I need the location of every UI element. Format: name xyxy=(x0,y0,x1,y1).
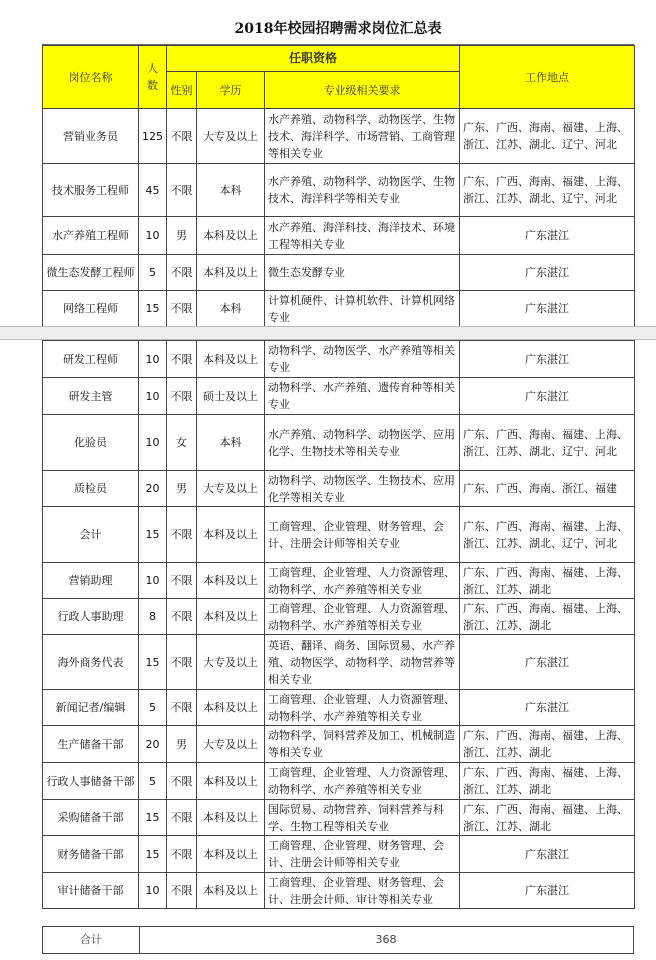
education-cell: 本科及以上 xyxy=(197,599,265,635)
position-cell: 行政人事助理 xyxy=(43,599,139,635)
count-cell: 125 xyxy=(139,109,167,164)
table-row xyxy=(43,217,635,255)
gender-cell: 不限 xyxy=(167,291,197,327)
location-cell: 广东湛江 xyxy=(460,873,635,909)
location-cell: 广东湛江 xyxy=(460,255,635,291)
location-cell: 广东、广西、海南、福建、上海、浙江、江苏、湖北 xyxy=(460,563,635,599)
count-cell: 8 xyxy=(139,599,167,635)
gender-cell: 不限 xyxy=(167,800,197,836)
location-cell: 广东湛江 xyxy=(460,291,635,327)
education-cell: 本科及以上 xyxy=(197,763,265,800)
header-major: 专业级相关要求 xyxy=(265,72,460,109)
recruitment-table-top xyxy=(42,45,635,327)
major-cell: 工商管理、企业管理、人力资源管理、动物科学、水产养殖等相关专业 xyxy=(265,763,460,800)
position-cell: 生产储备干部 xyxy=(43,726,139,763)
position-cell: 研发工程师 xyxy=(43,341,139,378)
header-position: 岗位名称 xyxy=(43,46,139,109)
major-cell: 工商管理、企业管理、人力资源管理、动物科学、水产养殖等相关专业 xyxy=(265,599,460,635)
gender-cell: 男 xyxy=(167,471,197,507)
gender-cell: 不限 xyxy=(167,255,197,291)
header-qualification: 任职资格 xyxy=(167,46,460,72)
major-cell: 动物科学、动物医学、生物技术、应用化学等相关专业 xyxy=(265,471,460,507)
gender-cell: 不限 xyxy=(167,635,197,690)
count-cell: 20 xyxy=(139,471,167,507)
major-cell: 工商管理、企业管理、财务管理、会计、注册会计师、审计等相关专业 xyxy=(265,873,460,909)
table-row xyxy=(43,690,635,726)
table-row xyxy=(43,873,635,909)
location-cell: 广东湛江 xyxy=(460,635,635,690)
table-row xyxy=(43,599,635,635)
education-cell: 本科及以上 xyxy=(197,690,265,726)
gender-cell: 不限 xyxy=(167,378,197,415)
location-cell: 广东湛江 xyxy=(460,341,635,378)
table-row xyxy=(43,726,635,763)
count-cell: 15 xyxy=(139,836,167,873)
table-row xyxy=(43,836,635,873)
location-cell: 广东、广西、海南、福建、上海、浙江、江苏、湖北 xyxy=(460,763,635,800)
major-cell: 工商管理、企业管理、财务管理、会计、注册会计师等相关专业 xyxy=(265,836,460,873)
gender-cell: 女 xyxy=(167,415,197,471)
table-row xyxy=(43,341,635,378)
position-cell: 微生态发酵工程师 xyxy=(43,255,139,291)
major-cell: 微生态发酵专业 xyxy=(265,255,460,291)
education-cell: 本科 xyxy=(197,291,265,327)
table-row xyxy=(43,471,635,507)
count-cell: 5 xyxy=(139,690,167,726)
education-cell: 本科 xyxy=(197,164,265,217)
position-cell: 采购储备干部 xyxy=(43,800,139,836)
education-cell: 本科及以上 xyxy=(197,341,265,378)
total-value: 368 xyxy=(375,933,397,946)
header-location: 工作地点 xyxy=(460,46,635,109)
table-row xyxy=(43,635,635,690)
gender-cell: 不限 xyxy=(167,164,197,217)
education-cell: 大专及以上 xyxy=(197,109,265,164)
education-cell: 本科及以上 xyxy=(197,800,265,836)
count-cell: 10 xyxy=(139,873,167,909)
position-cell: 网络工程师 xyxy=(43,291,139,327)
education-cell: 本科及以上 xyxy=(197,507,265,563)
position-cell: 研发主管 xyxy=(43,378,139,415)
count-cell: 15 xyxy=(139,635,167,690)
position-cell: 质检员 xyxy=(43,471,139,507)
education-cell: 大专及以上 xyxy=(197,726,265,763)
education-cell: 本科及以上 xyxy=(197,563,265,599)
location-cell: 广东湛江 xyxy=(460,217,635,255)
count-cell: 15 xyxy=(139,507,167,563)
header-count: 人数 xyxy=(139,46,167,109)
education-cell: 本科及以上 xyxy=(197,255,265,291)
major-cell: 水产养殖、动物科学、动物医学、生物技术、海洋科学、市场营销、工商管理等相关专业 xyxy=(265,109,460,164)
gender-cell: 不限 xyxy=(167,341,197,378)
count-cell: 15 xyxy=(139,800,167,836)
table-row xyxy=(43,378,635,415)
count-cell: 10 xyxy=(139,341,167,378)
table-row xyxy=(43,763,635,800)
position-cell: 审计储备干部 xyxy=(43,873,139,909)
location-cell: 广东湛江 xyxy=(460,836,635,873)
position-cell: 营销助理 xyxy=(43,563,139,599)
gender-cell: 不限 xyxy=(167,763,197,800)
education-cell: 硕士及以上 xyxy=(197,378,265,415)
gender-cell: 男 xyxy=(167,217,197,255)
count-cell: 10 xyxy=(139,378,167,415)
major-cell: 水产养殖、动物科学、动物医学、应用化学、生物技术等相关专业 xyxy=(265,415,460,471)
major-cell: 工商管理、企业管理、财务管理、会计、注册会计师等相关专业 xyxy=(265,507,460,563)
gender-cell: 不限 xyxy=(167,109,197,164)
education-cell: 本科及以上 xyxy=(197,836,265,873)
count-cell: 15 xyxy=(139,291,167,327)
table-row xyxy=(43,164,635,217)
position-cell: 技术服务工程师 xyxy=(43,164,139,217)
position-cell: 行政人事储备干部 xyxy=(43,763,139,800)
education-cell: 本科 xyxy=(197,415,265,471)
gender-cell: 男 xyxy=(167,726,197,763)
location-cell: 广东湛江 xyxy=(460,378,635,415)
page-title: 2018年校园招聘需求岗位汇总表 xyxy=(234,21,442,37)
location-cell: 广东、广西、海南、福建、上海、浙江、江苏、湖北、辽宁、河北 xyxy=(460,507,635,563)
education-cell: 本科及以上 xyxy=(197,873,265,909)
gender-cell: 不限 xyxy=(167,507,197,563)
education-cell: 本科及以上 xyxy=(197,217,265,255)
location-cell: 广东、广西、海南、福建、上海、浙江、江苏、湖北 xyxy=(460,726,635,763)
position-cell: 新闻记者/编辑 xyxy=(43,690,139,726)
position-cell: 海外商务代表 xyxy=(43,635,139,690)
major-cell: 工商管理、企业管理、人力资源管理、动物科学、水产养殖等相关专业 xyxy=(265,690,460,726)
major-cell: 工商管理、企业管理、人力资源管理、动物科学、水产养殖等相关专业 xyxy=(265,563,460,599)
location-cell: 广东、广西、海南、福建、上海、浙江、江苏、湖北 xyxy=(460,599,635,635)
table-row xyxy=(43,415,635,471)
location-cell: 广东、广西、海南、福建、上海、浙江、江苏、湖北、辽宁、河北 xyxy=(460,415,635,471)
position-cell: 会计 xyxy=(43,507,139,563)
position-cell: 化验员 xyxy=(43,415,139,471)
location-cell: 广东、广西、海南、福建、上海、浙江、江苏、湖北 xyxy=(460,800,635,836)
total-label: 合计 xyxy=(43,927,140,953)
page-break xyxy=(0,326,656,340)
gender-cell: 不限 xyxy=(167,836,197,873)
major-cell: 计算机硬件、计算机软件、计算机网络专业 xyxy=(265,291,460,327)
header-gender: 性别 xyxy=(167,72,197,109)
gender-cell: 不限 xyxy=(167,563,197,599)
major-cell: 国际贸易、动物营养、饲料营养与科学、生物工程等相关专业 xyxy=(265,800,460,836)
position-cell: 财务储备干部 xyxy=(43,836,139,873)
count-cell: 10 xyxy=(139,415,167,471)
education-cell: 大专及以上 xyxy=(197,635,265,690)
location-cell: 广东、广西、海南、浙江、福建 xyxy=(460,471,635,507)
position-cell: 营销业务员 xyxy=(43,109,139,164)
count-cell: 20 xyxy=(139,726,167,763)
table-row xyxy=(43,109,635,164)
table-row xyxy=(43,255,635,291)
major-cell: 水产养殖、动物科学、动物医学、生物技术、海洋科学等相关专业 xyxy=(265,164,460,217)
total-row xyxy=(42,926,634,954)
gender-cell: 不限 xyxy=(167,599,197,635)
count-cell: 45 xyxy=(139,164,167,217)
major-cell: 动物科学、水产养殖、遗传育种等相关专业 xyxy=(265,378,460,415)
major-cell: 动物科学、动物医学、水产养殖等相关专业 xyxy=(265,341,460,378)
count-cell: 10 xyxy=(139,563,167,599)
major-cell: 动物科学、饲料营养及加工、机械制造等相关专业 xyxy=(265,726,460,763)
count-cell: 10 xyxy=(139,217,167,255)
table-row xyxy=(43,507,635,563)
gender-cell: 不限 xyxy=(167,690,197,726)
header-education: 学历 xyxy=(197,72,265,109)
major-cell: 水产养殖、海洋科技、海洋技术、环境工程等相关专业 xyxy=(265,217,460,255)
position-cell: 水产养殖工程师 xyxy=(43,217,139,255)
count-cell: 5 xyxy=(139,255,167,291)
count-cell: 5 xyxy=(139,763,167,800)
location-cell: 广东湛江 xyxy=(460,690,635,726)
gender-cell: 不限 xyxy=(167,873,197,909)
table-row xyxy=(43,291,635,327)
table-row xyxy=(43,800,635,836)
recruitment-table-bottom xyxy=(42,340,635,909)
table-row xyxy=(43,563,635,599)
major-cell: 英语、翻译、商务、国际贸易、水产养殖、动物医学、动物科学、动物营养等相关专业 xyxy=(265,635,460,690)
location-cell: 广东、广西、海南、福建、上海、浙江、江苏、湖北、辽宁、河北 xyxy=(460,164,635,217)
location-cell: 广东、广西、海南、福建、上海、浙江、江苏、湖北、辽宁、河北 xyxy=(460,109,635,164)
education-cell: 大专及以上 xyxy=(197,471,265,507)
